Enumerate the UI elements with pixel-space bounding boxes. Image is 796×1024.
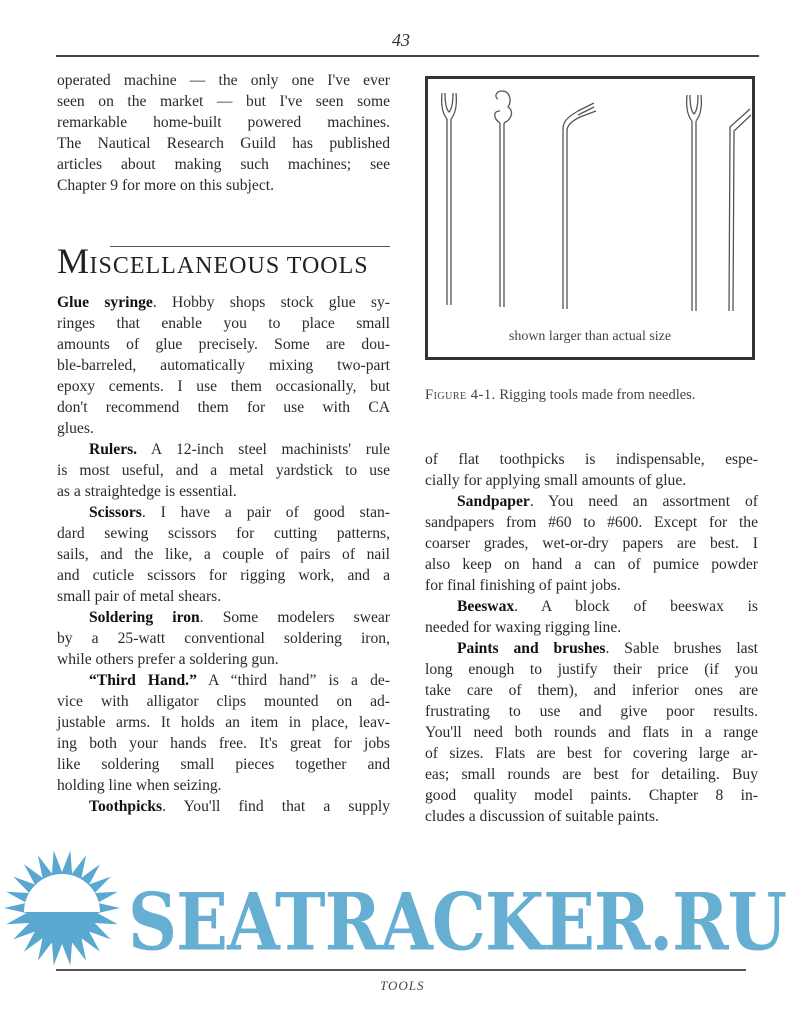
- text-line: vice with alligator clips mounted on ad-: [57, 693, 390, 710]
- text-line: by a 25-watt conventional soldering iron,: [57, 630, 390, 647]
- paragraph-text: A “third hand” is a de-: [196, 672, 390, 689]
- paragraph-first-line: [57, 607, 390, 628]
- paragraph-lead: Paints and brushes: [457, 640, 606, 657]
- text-line: long enough to justify their price (if you: [425, 661, 758, 678]
- text-line: articles about making such machines; see: [57, 156, 390, 173]
- paragraph-first-line: [425, 449, 758, 470]
- paragraph-first-line: [57, 502, 390, 523]
- text-line: epoxy cements. I use them occasionally, but: [57, 378, 390, 395]
- text-line: ringes that enable you to place small: [57, 315, 390, 332]
- paragraph-text: . You'll find that a supply: [162, 798, 390, 815]
- running-footer: TOOLS: [380, 978, 425, 993]
- text-line: Chapter 9 for more on this subject.: [57, 177, 274, 194]
- text-line: as a straightedge is essential.: [57, 483, 237, 500]
- text-line: like soldering small pieces together and: [57, 756, 390, 773]
- paragraph-first-line: [425, 491, 758, 512]
- text-line: of sizes. Flats are best for covering large ar-: [425, 745, 758, 762]
- section-heading: [57, 240, 390, 282]
- text-line: frustrating to use and give poor results.: [425, 703, 758, 720]
- text-line: remarkable home-built powered machines.: [57, 114, 390, 131]
- page-number: 43: [392, 30, 410, 50]
- paragraph-first-line: [57, 439, 390, 460]
- heading-rest: ISCELLANEOUS TOOLS: [89, 253, 369, 279]
- paragraph-text: of flat toothpicks is indispensable, espe-: [425, 451, 758, 468]
- figure-caption-label: Figure 4-1.: [425, 387, 496, 403]
- text-line: take care of them), and inferior ones are: [425, 682, 758, 699]
- text-line: cludes a discussion of suitable paints.: [425, 808, 659, 825]
- figure-rigging-tools: [425, 76, 755, 360]
- text-line: operated machine — the only one I've ever: [57, 72, 390, 89]
- paragraph-first-line: [425, 638, 758, 659]
- text-line: needed for waxing rigging line.: [425, 619, 622, 636]
- text-line: while others prefer a soldering gun.: [57, 651, 279, 668]
- text-line: The Nautical Research Guild has published: [57, 135, 390, 152]
- text-line: glues.: [57, 420, 94, 437]
- text-line: good quality model paints. Chapter 8 in-: [425, 787, 758, 804]
- right-column-body: [425, 449, 758, 827]
- text-line: sandpapers from #60 to #600. Except for the: [425, 514, 758, 531]
- text-line: seen on the market — but I've seen some: [57, 93, 390, 110]
- paragraph-first-line: [425, 596, 758, 617]
- needle-bent-tip-icon: [729, 109, 751, 311]
- text-line: ble-barreled, automatically mixing two-part: [57, 357, 390, 374]
- paragraph-lead: Rulers.: [89, 441, 138, 458]
- paragraph-lead: Toothpicks: [89, 798, 163, 815]
- paragraph-lead: Scissors: [89, 504, 142, 521]
- paragraph-text: . Hobby shops stock glue sy-: [152, 294, 390, 311]
- text-line: You'll need both rounds and flats in a range: [425, 724, 758, 741]
- text-line: eas; small rounds are best for detailing. Buy: [425, 766, 758, 783]
- text-line: for final finishing of paint jobs.: [425, 577, 621, 594]
- needle-bent-fork-icon: [563, 103, 596, 309]
- needle-hook-icon: [495, 91, 512, 307]
- figure-caption-text: Rigging tools made from needles.: [499, 387, 696, 403]
- text-line: holding line when seizing.: [57, 777, 222, 794]
- heading-initial: M: [57, 241, 90, 281]
- paragraph-lead: Soldering iron: [89, 609, 200, 626]
- text-line: sails, and the like, a couple of pairs of nail: [57, 546, 390, 563]
- paragraph-first-line: [57, 670, 390, 691]
- needle-tools-illustration: [428, 79, 752, 357]
- figure-inner-label: shown larger than actual size: [508, 329, 672, 344]
- paragraph-first-line: [57, 292, 390, 313]
- text-line: don't recommend them for use with CA: [57, 399, 390, 416]
- needle-fork-icon: [442, 93, 457, 305]
- text-line: amounts of glue precisely. Some are dou-: [57, 336, 390, 353]
- left-column-body: [57, 292, 390, 817]
- header-rule: [56, 55, 759, 57]
- text-line: is most useful, and a metal yardstick to use: [57, 462, 390, 479]
- text-line: justable arms. It holds an item in place, leav-: [57, 714, 390, 731]
- figure-caption: [425, 387, 695, 404]
- text-line: and cuticle scissors for rigging work, and a: [57, 567, 390, 584]
- paragraph-lead: Sandpaper: [457, 493, 530, 510]
- text-line: cially for applying small amounts of glue.: [425, 472, 687, 489]
- paragraph-lead: Beeswax: [457, 598, 515, 615]
- paragraph-lead: Glue syringe: [57, 294, 153, 311]
- paragraph-text: A 12-inch steel machinists' rule: [137, 441, 390, 458]
- paragraph-text: . Sable brushes last: [605, 640, 758, 657]
- needle-fork-icon: [687, 95, 702, 311]
- paragraph-text: . I have a pair of good stan-: [141, 504, 390, 521]
- text-line: also keep on hand a can of pumice powder: [425, 556, 758, 573]
- footer-rule: [56, 969, 746, 971]
- text-line: small pair of metal shears.: [57, 588, 222, 605]
- watermark-text: SEATRACKER.RU: [128, 877, 786, 970]
- paragraph-text: . A block of beeswax is: [514, 598, 758, 615]
- text-line: coarser grades, wet-or-dry papers are best. I: [425, 535, 758, 552]
- paragraph-first-line: [57, 796, 390, 817]
- left-column-intro: [57, 70, 390, 196]
- paragraph-text: . You need an assortment of: [529, 493, 758, 510]
- text-line: dard sewing scissors for cutting patterns,: [57, 525, 390, 542]
- paragraph-text: . Some modelers swear: [199, 609, 390, 626]
- paragraph-lead: “Third Hand.”: [89, 672, 197, 689]
- text-line: ing both your hands free. It's great for jobs: [57, 735, 390, 752]
